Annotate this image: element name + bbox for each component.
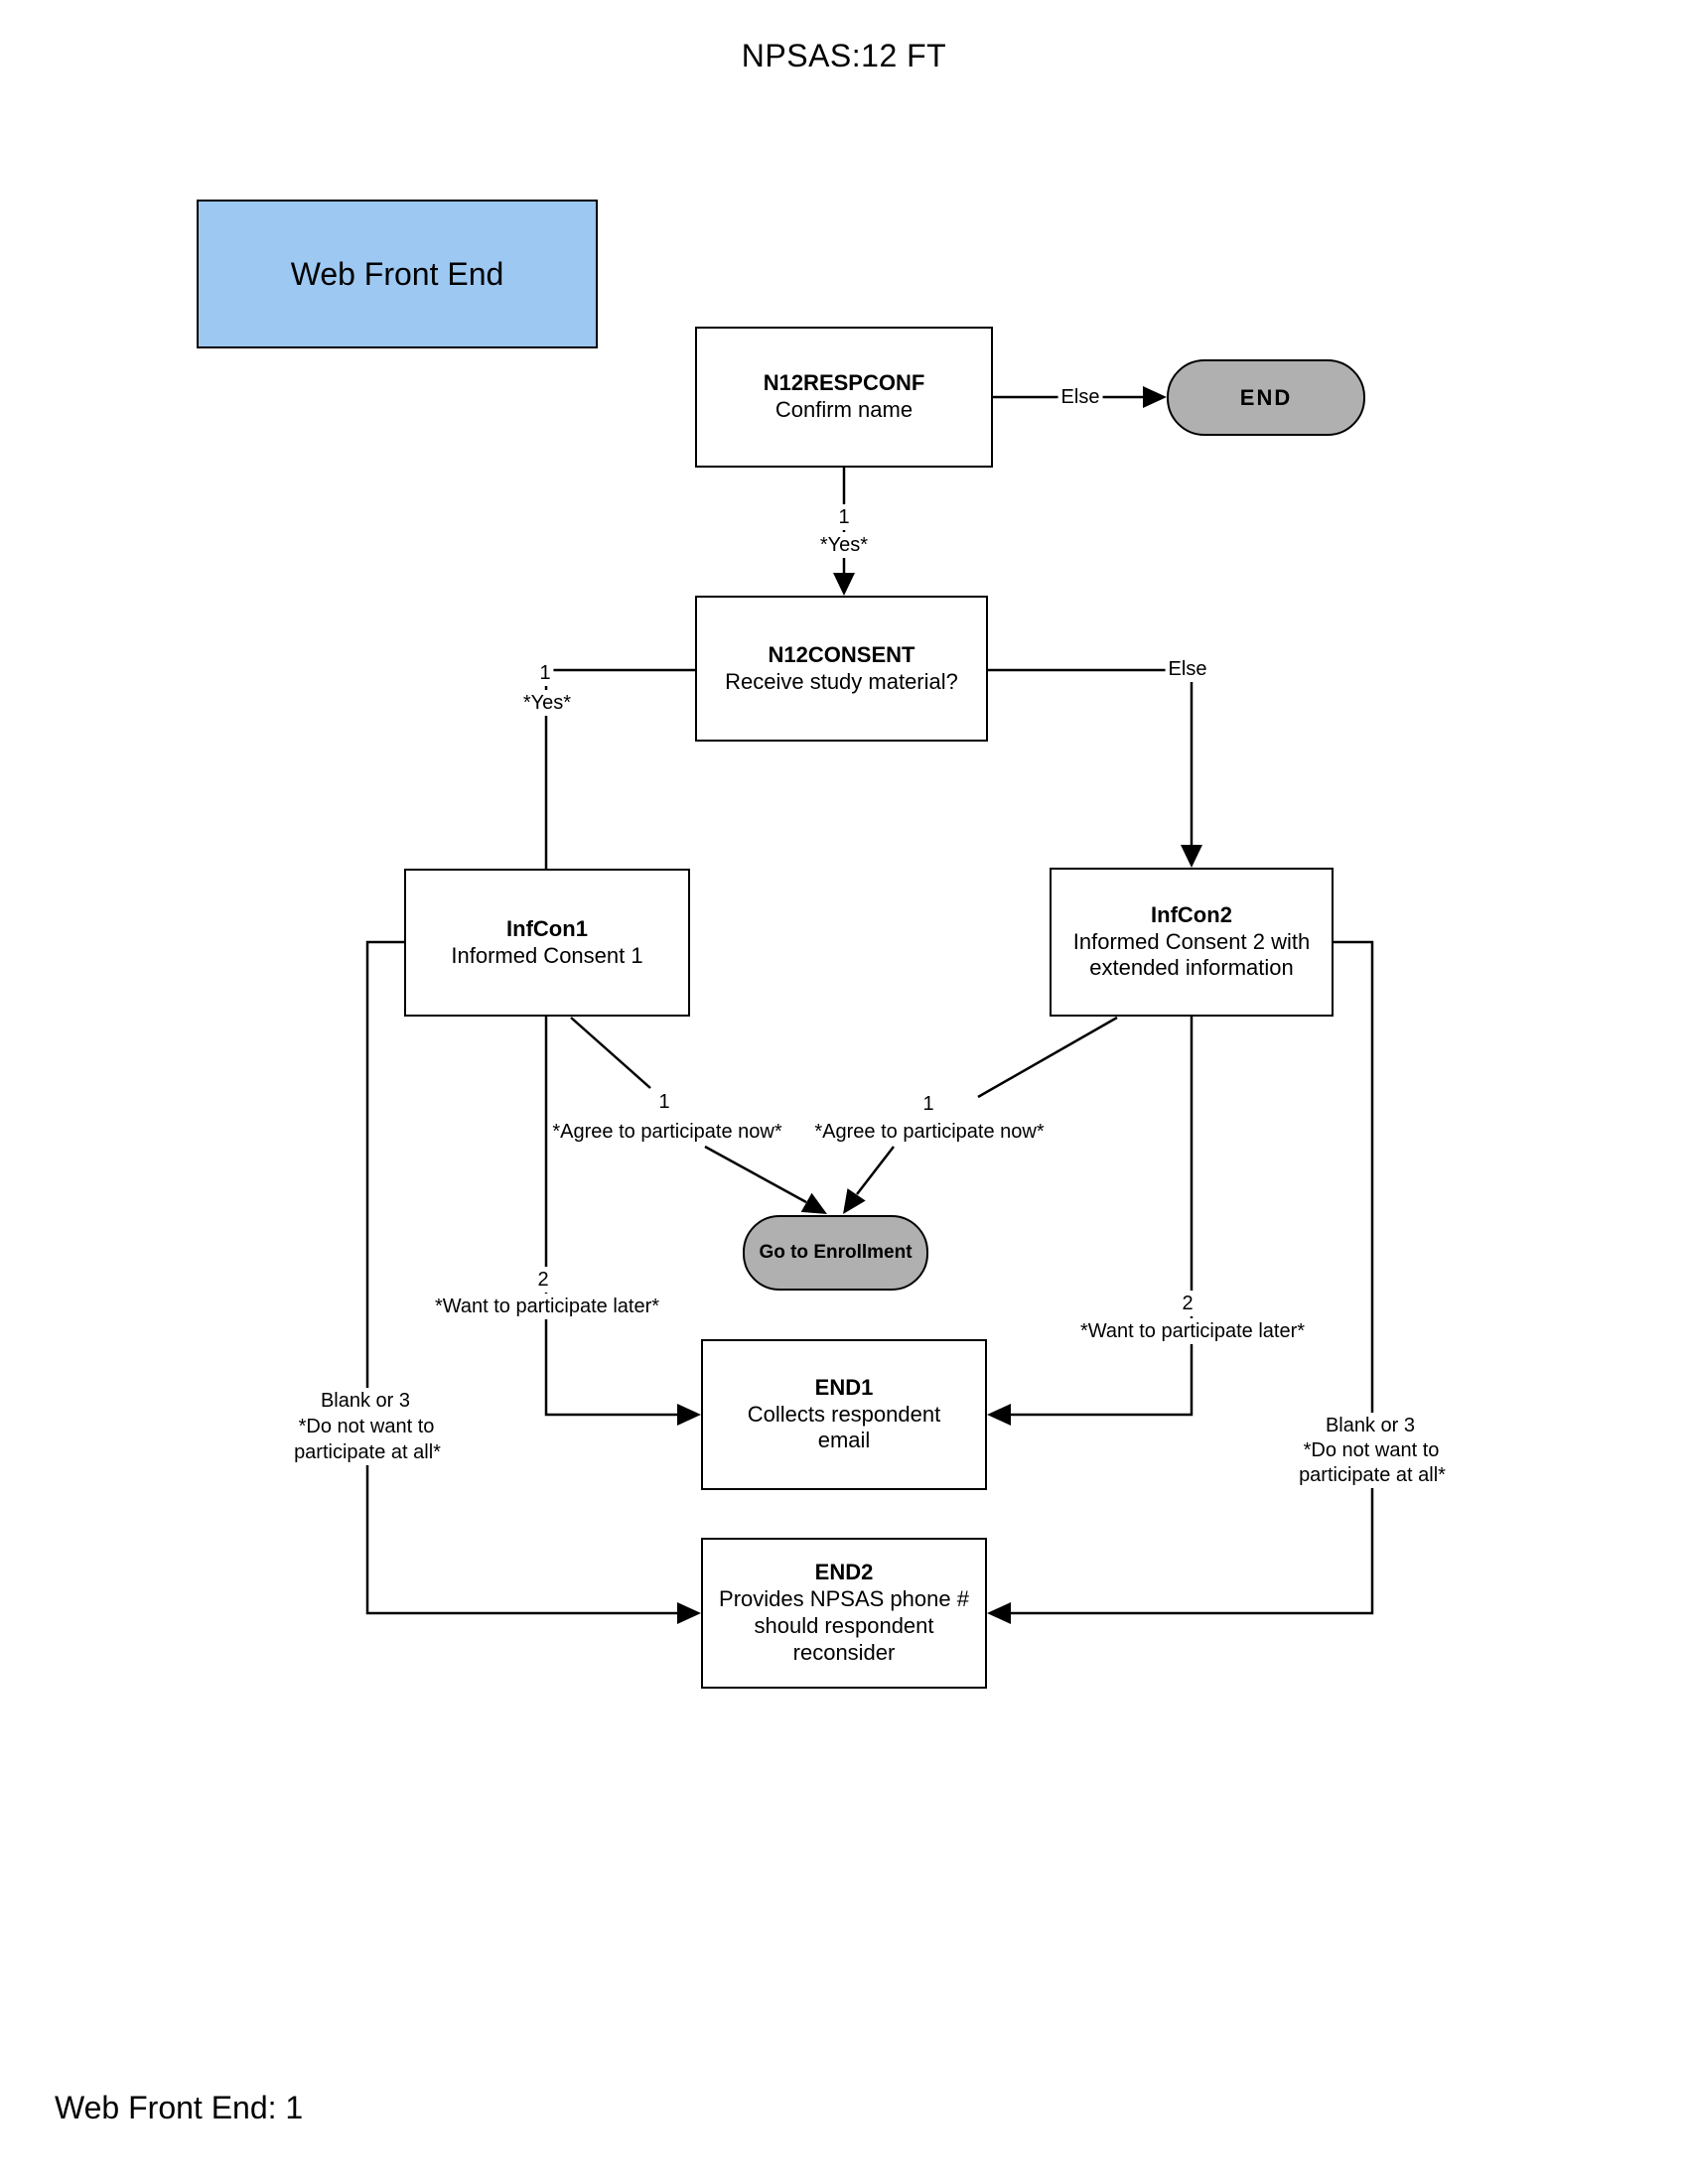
edge-label-respconf-consent-value: 1 xyxy=(835,504,852,530)
edge-label-infcon1-end2-line2: *Do not want to xyxy=(296,1414,438,1439)
page-title: NPSAS:12 FT xyxy=(741,38,947,73)
node-infcon1 xyxy=(404,869,690,1017)
arrowhead-enroll-right xyxy=(843,1188,866,1214)
edge-label-infcon1-end1-value: 2 xyxy=(534,1267,551,1293)
terminator-go-to-enrollment-label: Go to Enrollment xyxy=(759,1242,913,1263)
edge-infcon1-enroll-b xyxy=(705,1147,806,1202)
legend-web-front-end xyxy=(197,200,598,348)
arrowhead-enroll-left xyxy=(801,1193,827,1214)
arrowhead-end1-right xyxy=(987,1404,1011,1426)
node-end2-subtitle: Provides NPSAS phone # should respondent reconsider xyxy=(719,1586,969,1665)
node-end2-title: END2 xyxy=(814,1560,874,1585)
edge-label-infcon2-end2-line2: *Do not want to xyxy=(1301,1437,1443,1463)
edge-label-infcon1-enroll-value: 1 xyxy=(655,1089,672,1115)
node-infcon2-title: InfCon2 xyxy=(1151,901,1232,927)
edge-label-infcon1-enroll-caption: *Agree to participate now* xyxy=(549,1119,784,1145)
arrowhead-end1-left xyxy=(677,1404,701,1426)
node-end1-subtitle: Collects respondent email xyxy=(747,1401,941,1453)
arrowhead-infcon2 xyxy=(1181,845,1202,868)
node-n12respconf-subtitle: Confirm name xyxy=(774,397,914,422)
arrowhead-consent xyxy=(833,573,855,596)
edge-infcon2-enroll-a xyxy=(978,1018,1117,1097)
node-infcon2-subtitle: Informed Consent 2 with extended information xyxy=(1072,928,1311,981)
node-infcon1-subtitle: Informed Consent 1 xyxy=(451,942,643,968)
node-end1-title: END1 xyxy=(814,1374,874,1400)
arrowhead-end2-left xyxy=(677,1602,701,1624)
edge-label-else-right: Else xyxy=(1166,656,1210,682)
node-n12consent-title: N12CONSENT xyxy=(768,641,915,667)
node-end1 xyxy=(701,1339,987,1490)
edge-label-infcon1-end1-caption: *Want to participate later* xyxy=(432,1294,662,1319)
node-infcon2 xyxy=(1050,868,1334,1017)
terminator-end-label: END xyxy=(1239,384,1293,410)
node-end2 xyxy=(701,1538,987,1689)
edge-label-infcon1-end2-line1: Blank or 3 xyxy=(318,1388,413,1414)
edge-label-infcon2-end2-line1: Blank or 3 xyxy=(1323,1413,1418,1438)
edge-infcon2-enroll-b xyxy=(857,1147,894,1194)
node-n12consent-subtitle: Receive study material? xyxy=(725,668,958,694)
page-footer: Web Front End: 1 xyxy=(55,2090,304,2125)
edge-label-infcon1-end2-line3: participate at all* xyxy=(291,1439,444,1465)
edge-infcon2-end1 xyxy=(1011,1017,1192,1415)
edge-label-consent-infcon1-value: 1 xyxy=(536,660,553,686)
terminator-end xyxy=(1167,359,1365,436)
node-n12respconf xyxy=(695,327,993,468)
edge-label-infcon2-enroll-value: 1 xyxy=(919,1091,936,1117)
edge-infcon1-end1 xyxy=(546,1017,677,1415)
node-n12respconf-title: N12RESPCONF xyxy=(763,370,925,396)
legend-label: Web Front End xyxy=(290,255,504,292)
edge-label-else-top: Else xyxy=(1058,384,1103,410)
node-n12consent xyxy=(695,596,988,742)
terminator-go-to-enrollment xyxy=(743,1215,928,1291)
arrowhead-end2-right xyxy=(987,1602,1011,1624)
edge-infcon1-end2 xyxy=(367,942,677,1613)
edge-consent-infcon2 xyxy=(988,670,1192,845)
edge-label-infcon2-end1-value: 2 xyxy=(1179,1291,1196,1316)
edge-label-infcon2-end1-caption: *Want to participate later* xyxy=(1077,1318,1308,1344)
edge-label-infcon2-end2-line3: participate at all* xyxy=(1296,1462,1449,1488)
edge-label-infcon2-enroll-caption: *Agree to participate now* xyxy=(811,1119,1047,1145)
edge-label-consent-infcon1-caption: *Yes* xyxy=(520,690,574,716)
edge-infcon1-enroll-a xyxy=(571,1018,650,1088)
arrowhead-end xyxy=(1143,386,1167,408)
node-infcon1-title: InfCon1 xyxy=(506,915,588,941)
edge-label-respconf-consent-caption: *Yes* xyxy=(817,532,871,558)
